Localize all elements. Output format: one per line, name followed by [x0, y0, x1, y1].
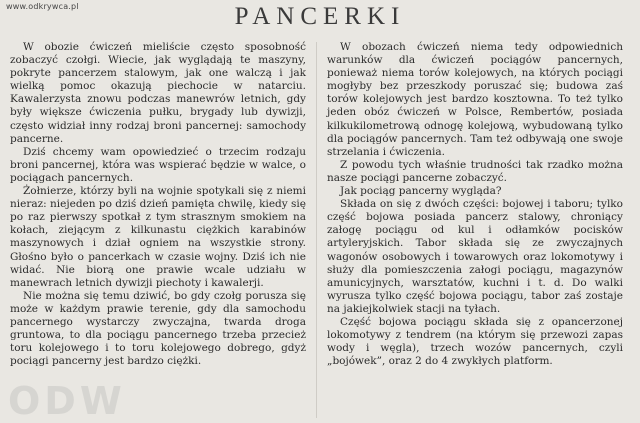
watermark-logo: ODW — [8, 379, 126, 423]
paragraph: W obozie ćwiczeń mieliście często sposobność zobaczyć czołgi. Wiecie, jak wyglądają te maszyny, pokryte pancerzem stalowym, jak one walczą i jak wielką pomoc okazują piechocie w natarciu. Kawalerzysta znowu podczas manewrów letnich, gdy były większe ćwiczenia pułku, brygady lub dywizji, często widział inny rodzaj broni pancernej: samochody pancerne. — [10, 41, 306, 145]
article-title: PANCERKI — [234, 3, 406, 30]
paragraph: Dziś chcemy wam opowiedzieć o trzecim rodzaju broni pancernej, która was wspierać będzie w walce, o pociągach pancernych. — [10, 145, 306, 184]
left-column — [10, 41, 306, 368]
right-column — [327, 41, 623, 368]
paragraph: Z powodu tych właśnie trudności tak rzadko można nasze pociągi pancerne zobaczyć. — [327, 158, 623, 184]
paragraph: Nie można się temu dziwić, bo gdy czołg porusza się może w każdym prawie terenie, gdy dla samochodu pancernego wystarczy zwyczajna, twarda droga gruntowa, to dla pociągu pancernego trzeba przecież toru kolejowego i to toru kolejowego dobrego, gdyż pociągi pancerny jest bardzo ciężki. — [10, 289, 306, 368]
paragraph: Część bojowa pociągu składa się z opancerzonej lokomotywy z tendrem (na którym się przewozi zapas wody i węgla), trzech wozów pancernych, czyli „bojówek”, oraz 2 do 4 zwykłych platform. — [327, 315, 623, 368]
paragraph: Jak pociąg pancerny wygląda? — [340, 185, 502, 198]
column-divider — [316, 42, 317, 418]
paragraph: W obozach ćwiczeń niema tedy odpowiednich warunków dla ćwiczeń pociągów pancernych, ponieważ niema torów kolejowych, na których pociągi mogłyby bez przeszkody poruszać się; budowa zaś torów kolejowych jest bardzo kosztowna. To też tylko jeden obóz ćwiczeń w Polsce, Rembertów, posiada kilkukilometrową odnogę kolejową, wybudowaną tylko dla pociągów pancernych. Tam też odbywają one swoje strzelania i ćwiczenia. — [327, 41, 623, 158]
paragraph: Żołnierze, którzy byli na wojnie spotykali się z niemi nieraz: niejeden po dziś dzień pamięta chwilę, kiedy się po raz pierwszy spotkał z tym strasznym smokiem na kołach, ziejącym z kilkunastu ciężkich karabinów maszynowych i dział ogniem na wszystkie strony. Głośno było o pancerkach w czasie wojny. Dziś ich nie widać. Nie biorą one prawie wcale udziału w manewrach letnich dywizji piechoty i kawalerji. — [10, 185, 306, 289]
watermark-url: www.odkrywca.pl — [6, 2, 79, 11]
paragraph: Składa on się z dwóch części: bojowej i taboru; tylko część bojowa posiada pancerz stalowy, chroniący załogę pociągu od kul i odłamków pocisków artyleryjskich. Tabor składa się ze zwyczajnych wagonów osobowych i towarowych oraz lokomotywy i służy dla pomieszczenia załogi pociągu, magazynów amunicyjnych, warsztatów, kuchni i t. d. Do walki wyrusza tylko część bojowa pociągu, tabor zaś zostaje na jakiejkolwiek stacji na tyłach. — [327, 198, 623, 315]
